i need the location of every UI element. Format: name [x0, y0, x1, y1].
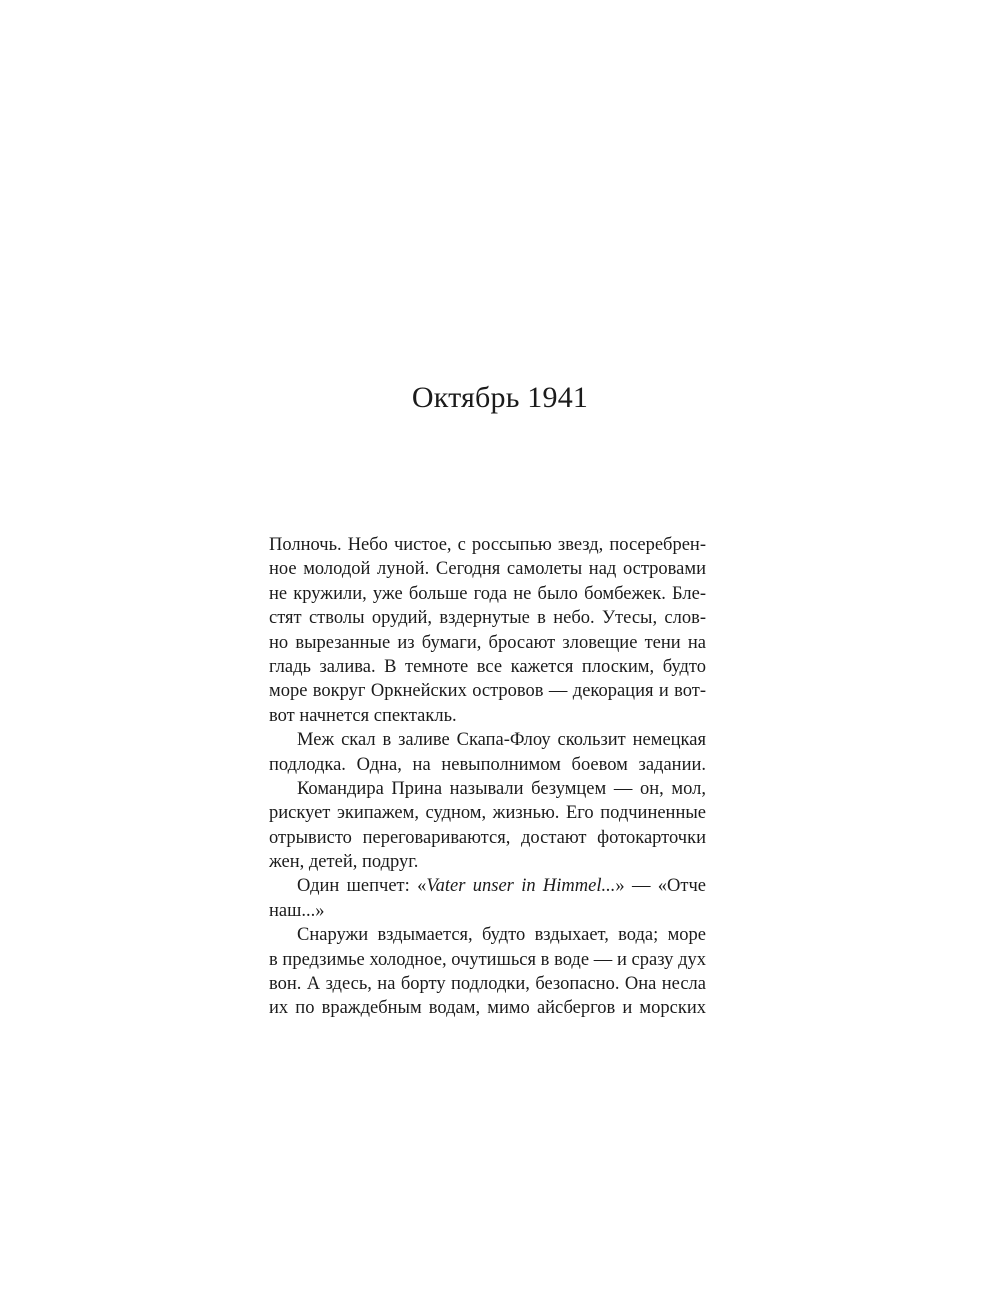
text-line: но вырезанные из бумаги, бросают зловещие тени на [269, 632, 706, 653]
paragraph-5 [269, 923, 706, 1021]
text-line: гладь залива. В темноте все кажется плоским, будто [269, 656, 706, 677]
chapter-title: Октябрь 1941 [411, 381, 589, 414]
text-line: море вокруг Оркнейских островов — декорация и вот- [269, 681, 706, 702]
text-line: отрывисто переговариваются, достают фотокарточки [269, 827, 706, 848]
text-line: их по враждебным водам, мимо айсбергов и морских [269, 998, 706, 1019]
text-line: подлодка. Одна, на невыполнимом боевом задании. [269, 754, 706, 775]
paragraph-3 [269, 777, 706, 875]
text-line: вот начнется спектакль. [269, 705, 457, 726]
text-line: ное молодой луной. Сегодня самолеты над островами [269, 559, 706, 580]
paragraph-1 [269, 533, 706, 728]
text-line: Полночь. Небо чистое, с россыпью звезд, посеребрен- [269, 535, 706, 555]
text-line: наш...» [269, 900, 325, 921]
text-line: Снаружи вздымается, будто вздыхает, вода; море [297, 925, 706, 946]
text-line: жен, детей, подруг. [269, 852, 419, 873]
text-line [269, 874, 706, 898]
italic-quote: Vater unser in Himmel... [426, 876, 616, 897]
body-text [269, 533, 706, 1021]
paragraph-4 [269, 874, 706, 923]
text-line: в предзимье холодное, очутишься в воде — и сразу дух [269, 949, 706, 970]
paragraph-2 [269, 728, 706, 777]
text-line: Командира Прина называли безумцем — он, мол, [297, 778, 706, 799]
text-line: стят стволы орудий, вздернутые в небо. Утесы, слов- [269, 608, 706, 629]
text-segment: Один шепчет: « [297, 876, 427, 897]
text-line: Меж скал в заливе Скапа-Флоу скользит немецкая [297, 730, 706, 751]
text-line: вон. А здесь, на борту подлодки, безопасно. Она несла [269, 974, 706, 995]
text-line: не кружили, уже больше года не было бомбежек. Бле- [269, 583, 706, 604]
text-segment: » — «Отче [615, 876, 707, 897]
text-line: рискует экипажем, судном, жизнью. Его подчиненные [269, 803, 706, 824]
